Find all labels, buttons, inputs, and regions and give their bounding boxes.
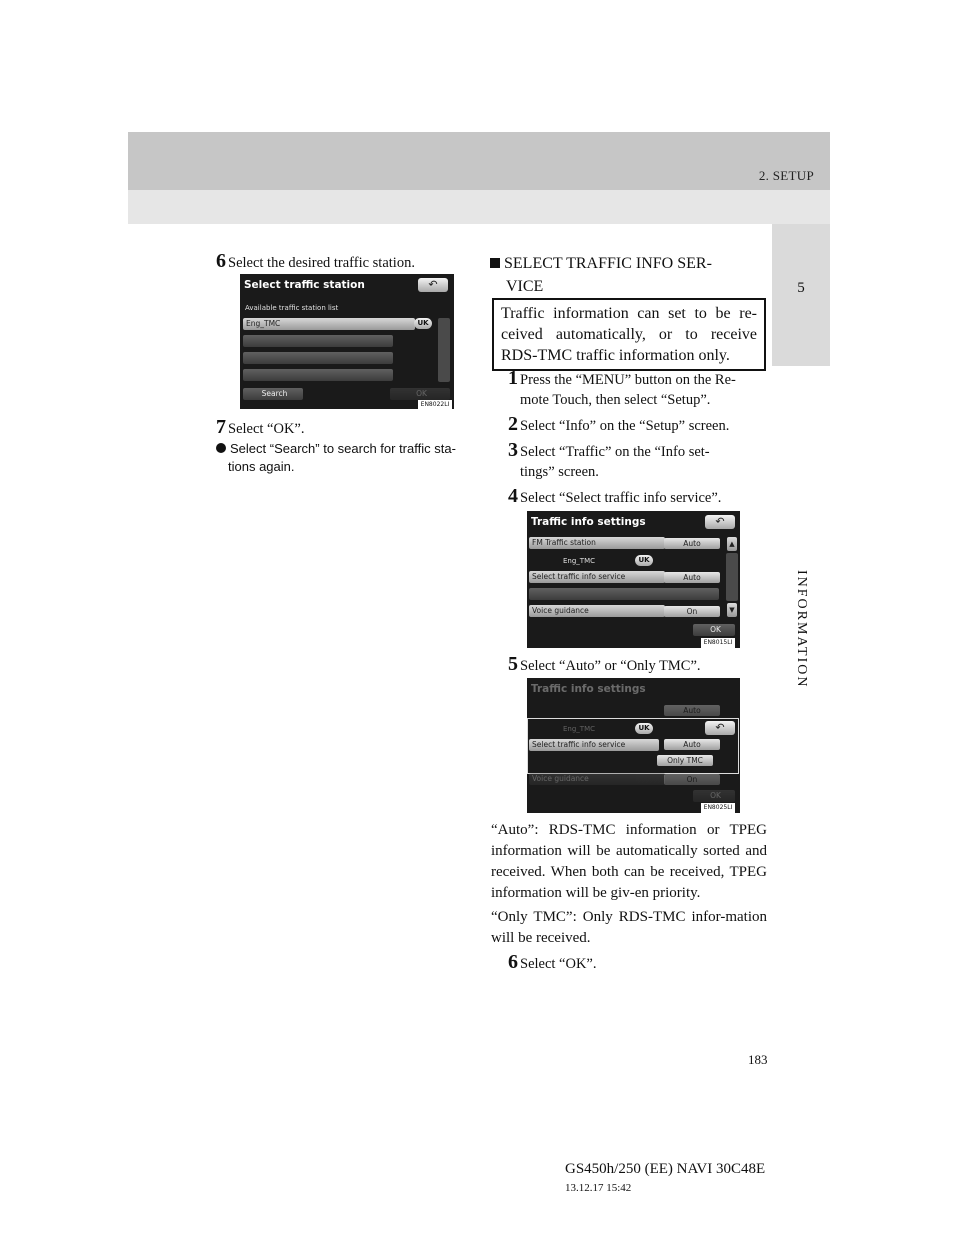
- uk-badge: UK: [414, 318, 432, 329]
- step-6-left: 6 Select the desired traffic station.: [216, 250, 415, 272]
- search-button[interactable]: Search: [243, 388, 303, 400]
- square-bullet-icon: [490, 258, 500, 268]
- step-6-right: 6 Select “OK”.: [508, 951, 597, 973]
- step-7-left: 7 Select “OK”.: [216, 416, 305, 438]
- bullet-icon: [216, 443, 226, 453]
- section-heading: SELECT TRAFFIC INFO SER- VICE: [490, 252, 770, 298]
- auto-description: “Auto”: RDS-TMC information or TPEG information will be automatically sorted and received. When both can be received, TPEG information will be giv-en priority.: [491, 822, 767, 901]
- step-1-right: 1 Press the “MENU” button on the Re- mote Touch, then select “Setup”.: [508, 367, 736, 408]
- screenshot-select-traffic-station: Select traffic station ↶ Available traffic station list Eng_TMC UK Search OK EN8022LI: [240, 274, 454, 409]
- back-icon[interactable]: ↶: [418, 278, 448, 292]
- page-number: 183: [748, 1052, 768, 1067]
- ok-button[interactable]: OK: [390, 388, 450, 400]
- chapter-label: INFORMATION: [794, 570, 809, 689]
- scroll-down-icon[interactable]: ▼: [727, 603, 737, 617]
- fm-traffic-station-row[interactable]: FM Traffic station: [529, 537, 665, 549]
- scrollbar[interactable]: [726, 553, 738, 601]
- ok-button[interactable]: OK: [693, 624, 735, 636]
- step-5-right: 5 Select “Auto” or “Only TMC”.: [508, 653, 701, 675]
- bullet-note: Select “Search” to search for traffic sta- tions again.: [216, 440, 476, 476]
- station-row-empty: [243, 335, 393, 347]
- chapter-title: 2. SETUP: [758, 168, 814, 183]
- voice-guidance-row[interactable]: Voice guidance: [529, 605, 665, 617]
- header-band: [128, 132, 830, 190]
- only-tmc-option[interactable]: Only TMC: [657, 755, 713, 766]
- station-row[interactable]: Eng_TMC: [243, 318, 415, 330]
- scrollbar[interactable]: [438, 318, 450, 382]
- auto-option[interactable]: Auto: [664, 739, 720, 750]
- back-icon[interactable]: ↶: [705, 721, 735, 735]
- step-2-right: 2 Select “Info” on the “Setup” screen.: [508, 413, 730, 435]
- empty-row: [529, 588, 719, 600]
- chapter-number: 5: [797, 280, 805, 296]
- only-tmc-description: “Only TMC”: Only RDS-TMC infor-mation will be received.: [491, 909, 767, 946]
- station-row-empty: [243, 369, 393, 381]
- ok-button: OK: [693, 790, 735, 802]
- select-traffic-info-service-row[interactable]: Select traffic info service: [529, 571, 665, 583]
- voice-guidance-row: Voice guidance: [529, 773, 665, 785]
- step-4-right: 4 Select “Select traffic info service”.: [508, 485, 722, 507]
- select-traffic-info-service-row: Select traffic info service: [529, 739, 659, 751]
- step-3-right: 3 Select “Traffic” on the “Info set- tings” screen.: [508, 439, 710, 480]
- footer: GS450h/250 (EE) NAVI 30C48E 13.12.17 15:42: [565, 1161, 766, 1194]
- chapter-tab: [772, 224, 830, 366]
- info-box: Traffic information can set to be re-ceived automatically, or to receive RDS-TMC traffic information only.: [492, 298, 766, 371]
- screenshot-select-service-popup: Traffic info settings Auto Eng_TMC UK ↶ Select traffic info service Auto Only TMC Voice guidance On OK EN8025LI: [527, 678, 740, 813]
- scroll-up-icon[interactable]: ▲: [727, 537, 737, 551]
- back-icon[interactable]: ↶: [705, 515, 735, 529]
- station-row-empty: [243, 352, 393, 364]
- screenshot-traffic-info-settings: Traffic info settings ↶ FM Traffic station Auto Eng_TMC UK Select traffic info service Auto Voice guidance On ▲ ▼ OK EN8015LI: [527, 511, 740, 648]
- header-subband: [128, 190, 830, 224]
